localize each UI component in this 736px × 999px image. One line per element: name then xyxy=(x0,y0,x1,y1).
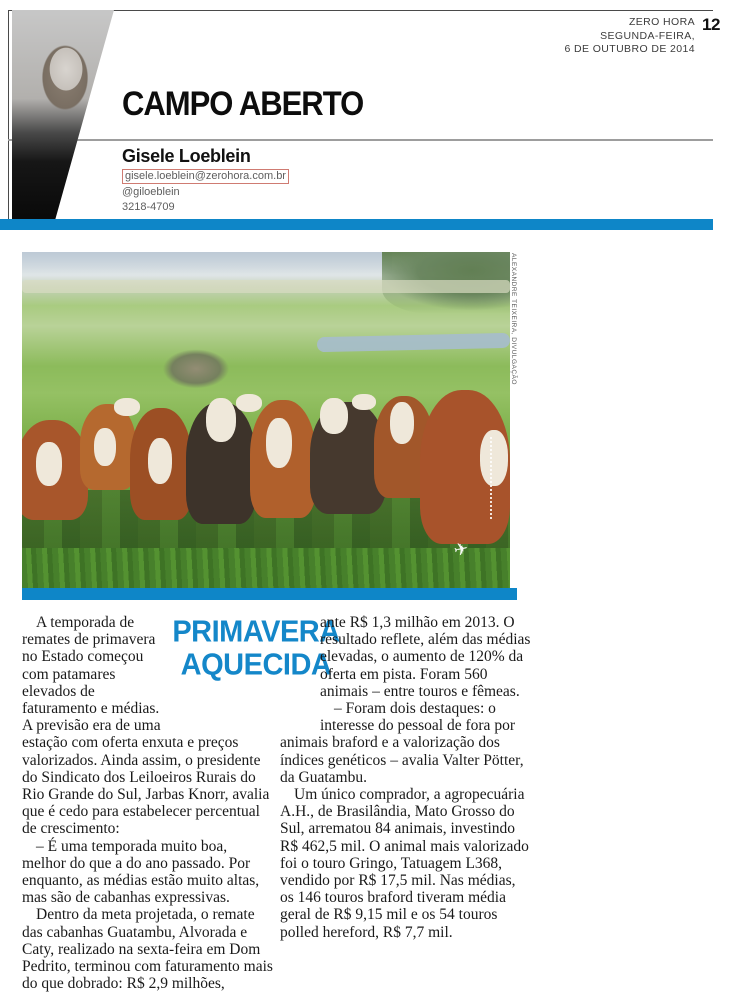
headline-line2: AQUECIDA xyxy=(180,647,332,682)
headline-wrap-spacer xyxy=(162,614,274,718)
cow-back-patch xyxy=(352,394,376,410)
author-name: Gisele Loeblein xyxy=(122,146,251,166)
watermark-dotted-line xyxy=(490,437,492,519)
headline-line1: PRIMAVERA xyxy=(172,614,340,649)
weekday: SEGUNDA-FEIRA, xyxy=(600,29,695,42)
paragraph: Dentro da meta projetada, o remate das cabanhas Guatambu, Alvorada e Caty, realizado na sexta-feira em Dom Pedrito, terminou com faturamento mais do que dobrado: R$ 2,9 milhões, xyxy=(22,906,273,993)
photo-foreground-grass xyxy=(22,548,510,588)
headline-wrap-spacer xyxy=(280,614,320,718)
page-number: 12 xyxy=(702,15,720,34)
column-title: CAMPO ABERTO xyxy=(122,84,364,123)
cattle-field-photo xyxy=(22,252,510,588)
photo-accent-bar xyxy=(22,588,517,600)
publication-name: ZERO HORA xyxy=(628,16,695,28)
paragraph: – É uma temporada muito boa, melhor do que a do ano passado. Por enquanto, as médias estão muito altas, mas são de cabanhas expressivas. xyxy=(22,837,260,907)
cow-face xyxy=(480,430,508,486)
photo-credit: ALEXANDRE TEIXEIRA, DIVULGAÇÃO xyxy=(510,253,517,385)
photo-field-band xyxy=(22,280,510,293)
paragraph: ante R$ 1,3 milhão em 2013. O resultado reflete, além das médias elevadas, o aumento de 120% da oferta em pista. Foram 560 animais – entre touros e fêmeas. xyxy=(320,614,531,700)
author-twitter: @giloeblein xyxy=(122,186,180,198)
photo-distant-hills xyxy=(22,252,392,274)
photo-water-strip xyxy=(317,333,510,352)
paragraph: Um único comprador, a agropecuária A.H., de Brasilândia, Mato Grosso do Sul, arrematou 84 animais, investindo R$ 462,5 mil. O animal mais valorizado foi o touro Gringo, Tatuagem L368, vendido por R$ 17,5 mil. Nas médias, os 146 touros braford tiveram média geral de R$ 9,15 mil e os 54 touros polled hereford, R$ 7,7 mil. xyxy=(280,786,529,941)
cow-face xyxy=(266,418,292,468)
header-accent-bar xyxy=(0,219,713,230)
article-column-2 xyxy=(280,614,531,941)
cow-back-patch xyxy=(114,398,140,416)
columnist-portrait-photo xyxy=(12,10,114,221)
author-phone: 3218-4709 xyxy=(122,201,175,213)
paragraph: A temporada de remates de primavera no Estado começou com patamares elevados de faturamento e médias. A previsão era de uma estação com oferta enxuta e preços valorizados. Ainda assim, o presidente do Sindicato dos Leiloeiros Rurais do Rio Grande do Sul, Jarbas Knorr, avalia que é cedo para estabelecer percentual de crescimento: xyxy=(22,614,270,838)
edition-date: 6 DE OUTUBRO DE 2014 xyxy=(564,43,695,55)
cow-face xyxy=(36,442,62,486)
cow-face xyxy=(94,428,116,466)
header-divider-rule xyxy=(8,139,713,141)
plane-icon: ✈ xyxy=(452,538,470,561)
cow-face xyxy=(206,398,236,442)
cow-face xyxy=(148,438,172,484)
left-rule xyxy=(8,10,9,219)
cow-face xyxy=(390,402,414,444)
cow-back-patch xyxy=(236,394,262,412)
article-column-1 xyxy=(22,614,274,992)
photo-bush xyxy=(150,338,242,394)
author-email: gisele.loeblein@zerohora.com.br xyxy=(122,169,289,184)
masthead xyxy=(470,16,695,57)
paragraph: – Foram dois destaques: o interesse do pessoal de fora por animais braford e a valorização dos índices genéticos – avalia Valter Pötter, da Guatambu. xyxy=(280,700,524,786)
cow-face xyxy=(320,398,348,434)
